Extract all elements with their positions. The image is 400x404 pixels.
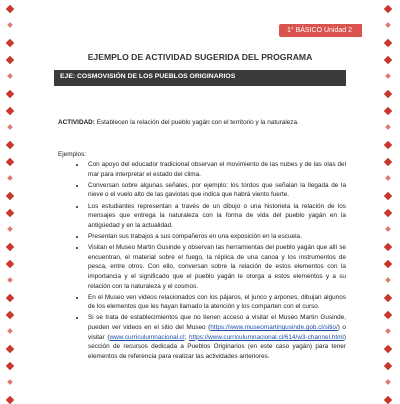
list-item: • Visitan el Museo Martin Gusinde y observan las herramientas del pueblo yagán que allí se encuentran, el material sobre el fuego, la réplica de una canoa y los instrumentos de pesca, entre otros. Con ello, conversan sobre la relación de estos elementos con la importancia y el significado que el pueblo yagán le otorga a estos elementos y a su relación con la naturaleza y el cosmos. (86, 243, 346, 291)
border-diamond (384, 209, 392, 217)
border-diamond (384, 158, 392, 166)
list-item: • Los estudiantes representan a través de un dibujo o una historieta la relación de los mensajes que entrega la naturaleza con la forma de vida del pueblo yagán en la antigüedad y en la actualidad. (86, 202, 346, 231)
border-diamond (6, 243, 14, 251)
activity-text: Establecen la relación del pueblo yagán con el territorio y la naturaleza. (94, 119, 299, 126)
border-diamond (7, 277, 13, 283)
list-item (86, 313, 346, 361)
left-decorative-border (4, 0, 18, 400)
border-diamond (6, 362, 14, 370)
border-diamond (6, 260, 14, 268)
border-diamond (7, 124, 13, 130)
border-diamond (385, 328, 391, 334)
border-diamond (385, 175, 391, 181)
border-diamond (385, 379, 391, 385)
list-item: • En el Museo ven videos relacionados con los pájaros, el junco y arpones, dibujan algunos de los elementos que les hayan llamado la atención y los comparten con el curso. (86, 293, 346, 312)
border-diamond (385, 22, 391, 28)
border-diamond (6, 5, 14, 13)
border-diamond (385, 226, 391, 232)
page-title: EJEMPLO DE ACTIVIDAD SUGERIDA DEL PROGRAMA (87, 52, 313, 62)
eje-banner (54, 70, 346, 86)
border-diamond (384, 362, 392, 370)
border-diamond (384, 311, 392, 319)
curriculum-link[interactable]: www.curriculumnacional.cl (109, 333, 185, 341)
border-diamond (6, 90, 14, 98)
border-diamond (384, 260, 392, 268)
border-diamond (384, 243, 392, 251)
border-diamond (384, 192, 392, 200)
list-item-text: Si se trata de establecimientos que no tienen acceso a visitar el Museo Martin Gusinde, pueden ver videos en el sitio del Museo ( (88, 314, 346, 332)
list-item-text: ) o visitar ( (88, 324, 346, 341)
border-diamond (7, 73, 13, 79)
border-diamond (385, 277, 391, 283)
border-diamond (6, 192, 14, 200)
curriculum-channel-link[interactable]: https://www.curriculumnacional.cl/614/w3-channel.html (188, 333, 344, 341)
border-diamond (6, 39, 14, 47)
border-diamond (6, 56, 14, 64)
border-diamond (7, 328, 13, 334)
border-diamond (384, 56, 392, 64)
border-diamond (6, 158, 14, 166)
examples-title: Ejemplos: (58, 151, 87, 158)
document-page (38, 0, 362, 400)
border-diamond (384, 294, 392, 302)
border-diamond (384, 90, 392, 98)
border-diamond (384, 39, 392, 47)
border-diamond (385, 124, 391, 130)
border-diamond (7, 175, 13, 181)
border-diamond (384, 141, 392, 149)
list-item-text: ; (184, 333, 189, 341)
border-diamond (384, 107, 392, 115)
list-item: • Conversan sobre algunas señales, por ejemplo: los tordos que señalan la llegada de la nieve o el vuelo alto de las gaviotas que indica que habrá viento fuerte. (86, 181, 346, 200)
museum-link[interactable]: https://www.museomartingusinde.gob.cl/sitio/ (210, 324, 338, 332)
border-diamond (6, 294, 14, 302)
list-item: • Presentan sus trabajos a sus compañeros en una exposición en la escuela. (86, 232, 346, 242)
border-diamond (6, 311, 14, 319)
border-diamond (6, 345, 14, 353)
activity-statement (58, 118, 346, 128)
border-diamond (385, 73, 391, 79)
border-diamond (7, 379, 13, 385)
border-diamond (7, 226, 13, 232)
border-diamond (7, 22, 13, 28)
right-decorative-border (382, 0, 396, 400)
eje-label: EJE: COSMOVISIÓN DE LOS PUEBLOS ORIGINARIOS (60, 73, 236, 80)
list-item-text: ) sección de recursos dedicada a Pueblos Originarios (en este caso yagán) para tener elementos de referencia para realizar las actividades anteriores. (88, 333, 346, 360)
border-diamond (6, 107, 14, 115)
unit-badge: 1° BÁSICO Unidad 2 (279, 24, 362, 37)
examples-list (76, 160, 346, 363)
border-diamond (6, 141, 14, 149)
border-diamond (6, 209, 14, 217)
border-diamond (384, 5, 392, 13)
border-diamond (384, 345, 392, 353)
list-item: • Con apoyo del educador tradicional observan el movimiento de las nubes y de las olas del mar para interpretar el estado del clima. (86, 160, 346, 179)
activity-label: ACTIVIDAD: (58, 119, 95, 126)
